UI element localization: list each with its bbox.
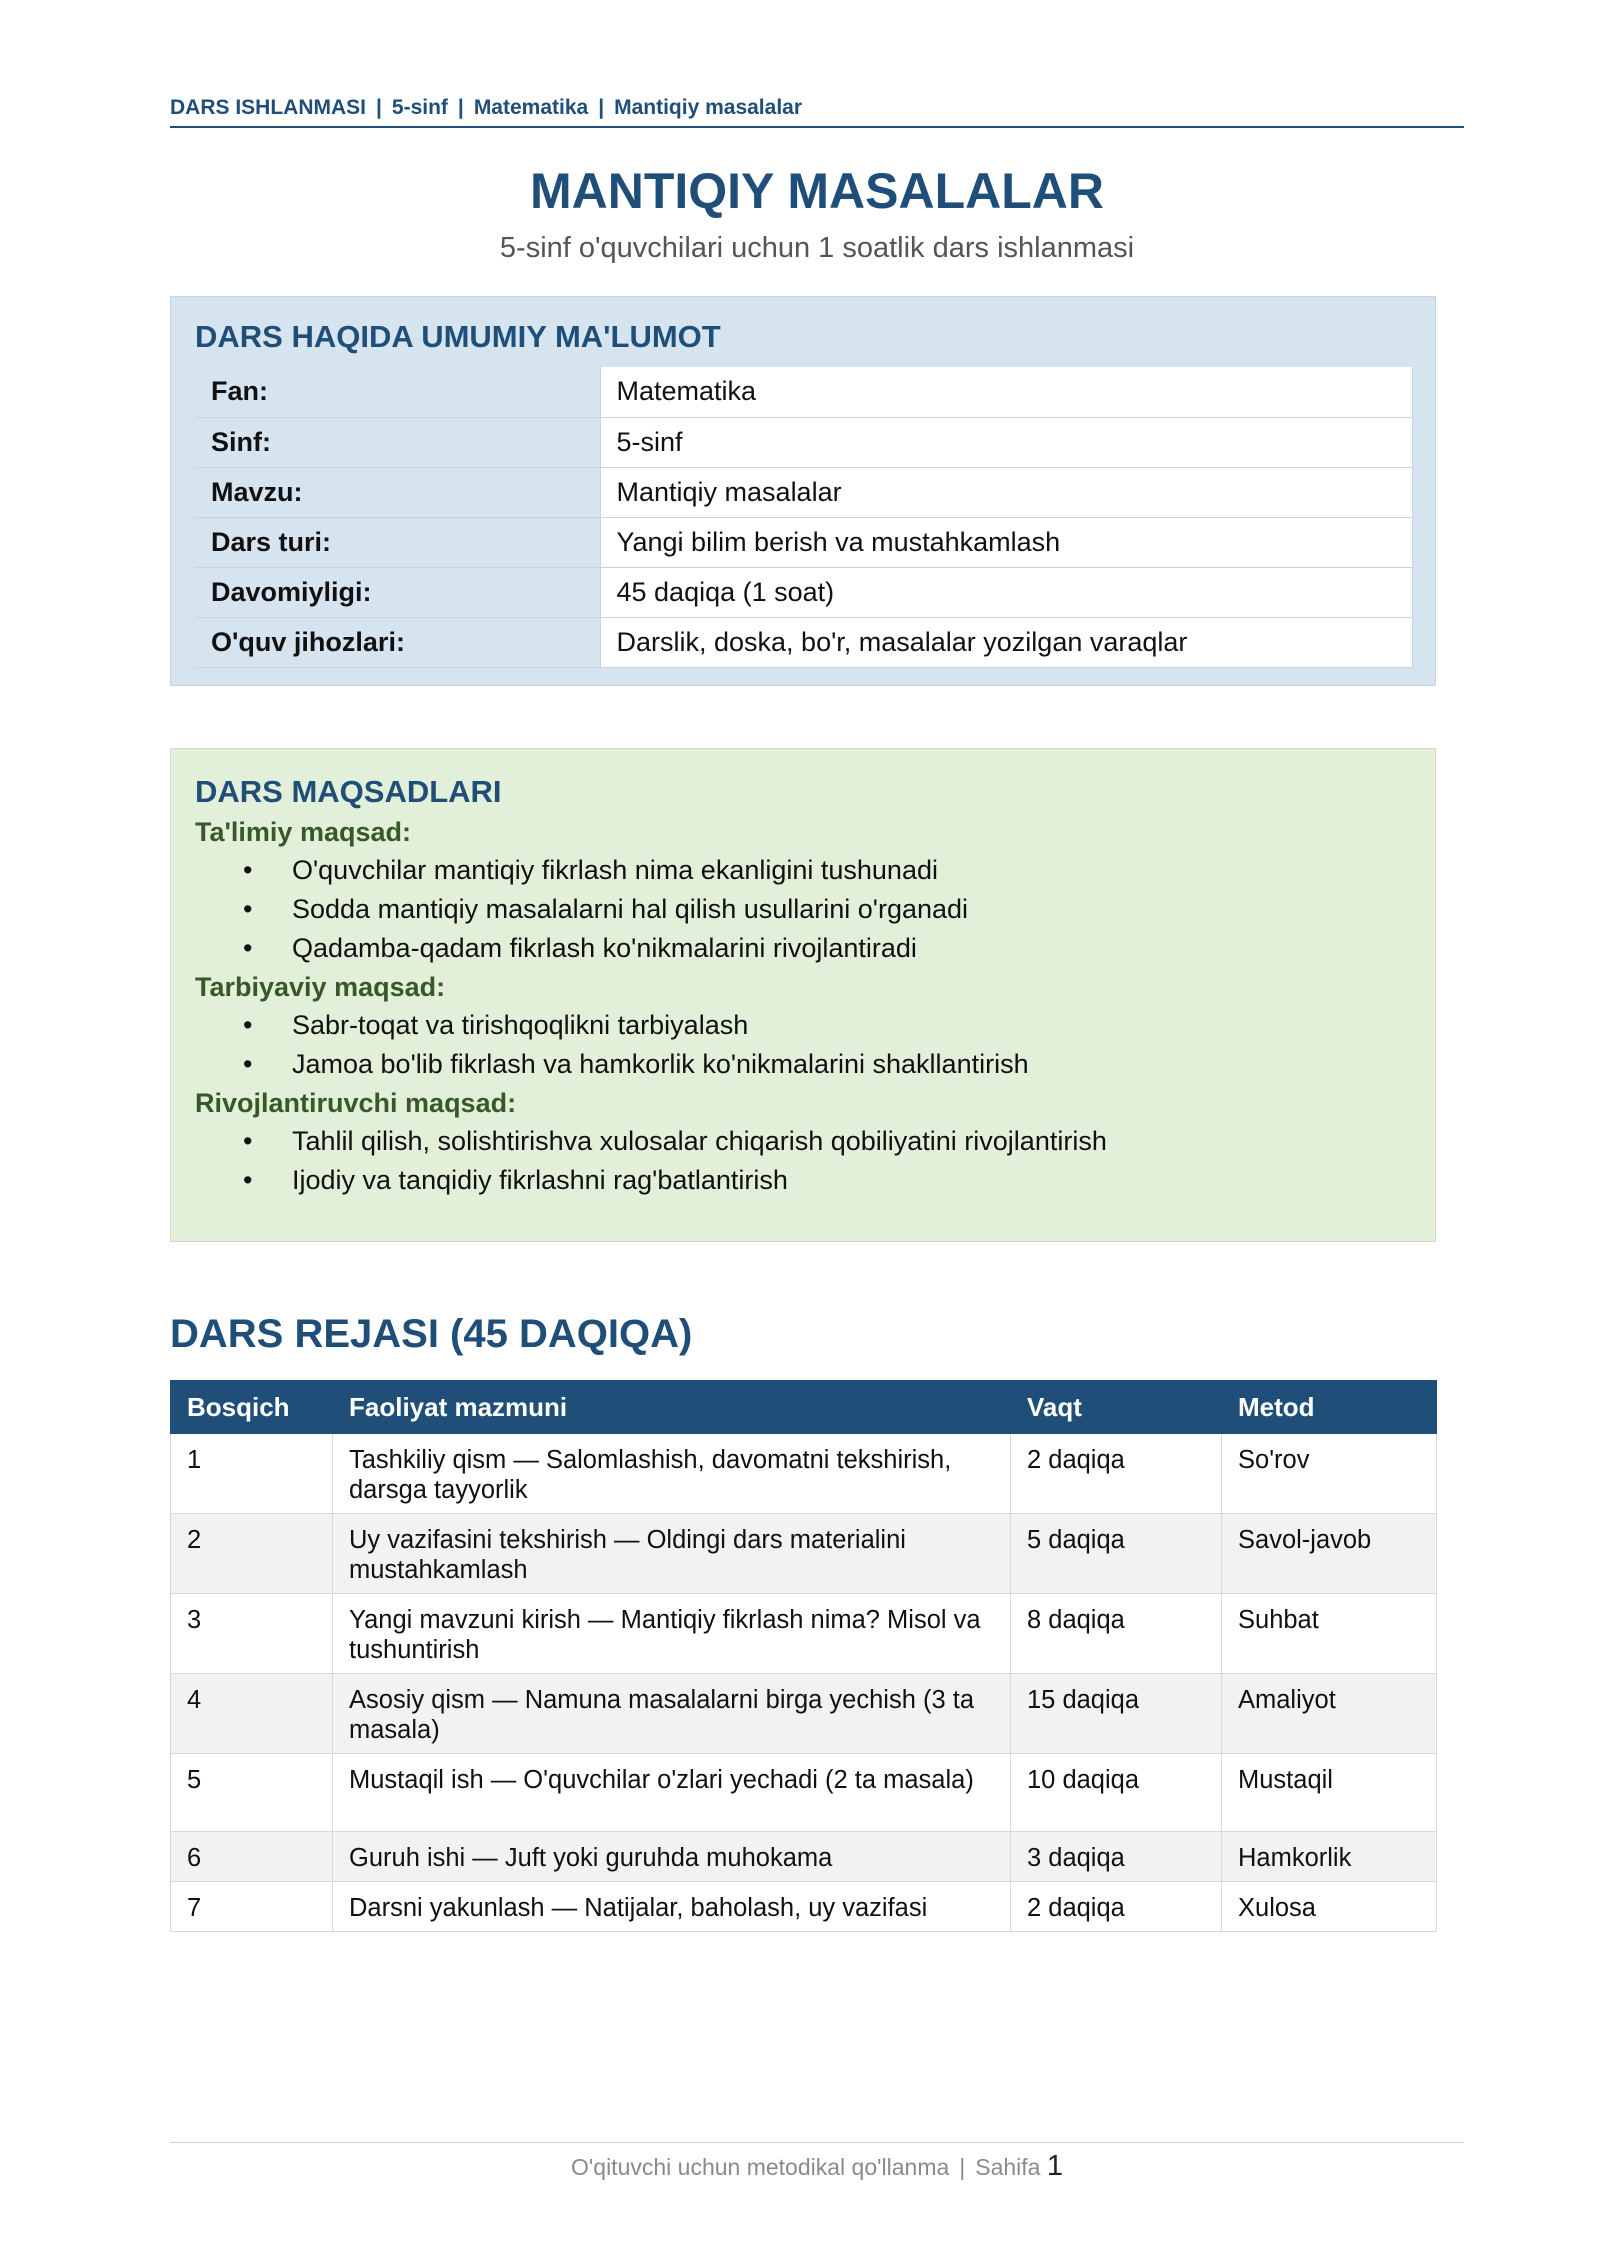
bullet-icon: • — [243, 855, 253, 885]
goal-item — [195, 929, 1411, 968]
goal-item — [195, 851, 1411, 890]
footer-page-label: Sahifa — [975, 2154, 1041, 2180]
table-row — [171, 1434, 1437, 1514]
activity-cell: Tashkiliy qism — Salomlashish, davomatni tekshirish, darsga tayyorlik — [333, 1434, 1011, 1514]
header-separator: | — [598, 96, 605, 119]
step-cell: 7 — [171, 1882, 333, 1932]
table-row — [171, 1832, 1437, 1882]
bullet-icon: • — [243, 933, 253, 963]
bullet-icon: • — [243, 1126, 253, 1156]
page-number: 1 — [1046, 2150, 1063, 2182]
bullet-icon: • — [243, 1049, 253, 1079]
method-cell: Savol-javob — [1222, 1514, 1437, 1594]
goal-item — [195, 1161, 1411, 1200]
time-cell: 2 daqiqa — [1011, 1882, 1222, 1932]
info-row — [195, 517, 1413, 567]
goal-heading-developmental: Rivojlantiruvchi maqsad: — [195, 1088, 517, 1118]
bullet-icon: • — [243, 1010, 253, 1040]
method-cell: Xulosa — [1222, 1882, 1437, 1932]
lesson-plan-table — [170, 1380, 1437, 1932]
info-value: Yangi bilim berish va mustahkamlash — [600, 517, 1413, 567]
footer-text: O'qituvchi uchun metodikal qo'llanma — [571, 2154, 950, 2180]
method-cell: Suhbat — [1222, 1594, 1437, 1674]
step-cell: 6 — [171, 1832, 333, 1882]
goal-text: Ijodiy va tanqidiy fikrlashni rag'batlantirish — [292, 1165, 788, 1195]
activity-cell: Guruh ishi — Juft yoki guruhda muhokama — [333, 1832, 1011, 1882]
info-key: Dars turi: — [195, 517, 600, 567]
table-header-row — [171, 1381, 1437, 1434]
goal-item — [195, 1006, 1411, 1045]
method-cell: Amaliyot — [1222, 1674, 1437, 1754]
table-row — [171, 1882, 1437, 1932]
info-key: Mavzu: — [195, 467, 600, 517]
info-table — [195, 367, 1413, 668]
step-cell: 5 — [171, 1754, 333, 1832]
goal-text: Sodda mantiqiy masalalarni hal qilish usullarini o'rganadi — [292, 894, 969, 924]
page-footer — [170, 2150, 1464, 2183]
time-cell: 15 daqiqa — [1011, 1674, 1222, 1754]
goal-heading-upbringing: Tarbiyaviy maqsad: — [195, 972, 446, 1002]
info-key: Sinf: — [195, 417, 600, 467]
step-cell: 1 — [171, 1434, 333, 1514]
goal-list-educational — [195, 851, 1411, 968]
method-cell: So'rov — [1222, 1434, 1437, 1514]
info-row — [195, 467, 1413, 517]
info-row — [195, 367, 1413, 417]
goal-list-upbringing — [195, 1006, 1411, 1084]
running-header — [170, 96, 1464, 128]
activity-cell: Uy vazifasini tekshirish — Oldingi dars materialini mustahkamlash — [333, 1514, 1011, 1594]
info-value: 5-sinf — [600, 417, 1413, 467]
bullet-icon: • — [243, 1165, 253, 1195]
time-cell: 5 daqiqa — [1011, 1514, 1222, 1594]
goal-item — [195, 890, 1411, 929]
header-doc-type: DARS ISHLANMASI — [170, 96, 367, 119]
header-separator: | — [376, 96, 382, 119]
time-cell: 3 daqiqa — [1011, 1832, 1222, 1882]
column-header-activity: Faoliyat mazmuni — [333, 1381, 1011, 1434]
page-title: MANTIQIY MASALALAR — [529, 163, 1105, 219]
info-value: Matematika — [600, 367, 1413, 417]
info-value: 45 daqiqa (1 soat) — [600, 567, 1413, 617]
page-subtitle: 5-sinf o'quvchilari uchun 1 soatlik dars ishlanmasi — [499, 232, 1135, 264]
info-row — [195, 417, 1413, 467]
goal-text: Tahlil qilish, solishtirishva xulosalar chiqarish qobiliyatini rivojlantirish — [292, 1126, 1107, 1156]
activity-cell: Asosiy qism — Namuna masalalarni birga yechish (3 ta masala) — [333, 1674, 1011, 1754]
column-header-time: Vaqt — [1011, 1381, 1222, 1434]
footer-separator: | — [959, 2154, 966, 2180]
time-cell: 2 daqiqa — [1011, 1434, 1222, 1514]
activity-cell: Mustaqil ish — O'quvchilar o'zlari yechadi (2 ta masala) — [333, 1754, 1011, 1832]
info-box-title: DARS HAQIDA UMUMIY MA'LUMOT — [195, 319, 721, 354]
time-cell: 10 daqiqa — [1011, 1754, 1222, 1832]
method-cell: Hamkorlik — [1222, 1832, 1437, 1882]
header-topic: Mantiqiy masalalar — [614, 96, 803, 119]
step-cell: 2 — [171, 1514, 333, 1594]
lesson-goals-box — [170, 748, 1436, 1242]
activity-cell: Darsni yakunlash — Natijalar, baholash, uy vazifasi — [333, 1882, 1011, 1932]
header-subject: Matematika — [473, 96, 589, 119]
method-cell: Mustaqil — [1222, 1754, 1437, 1832]
info-row — [195, 567, 1413, 617]
goal-item — [195, 1045, 1411, 1084]
step-cell: 3 — [171, 1594, 333, 1674]
table-row — [171, 1754, 1437, 1832]
goal-list-developmental — [195, 1122, 1411, 1200]
table-row — [171, 1514, 1437, 1594]
bullet-icon: • — [243, 894, 253, 924]
step-cell: 4 — [171, 1674, 333, 1754]
header-grade: 5-sinf — [391, 96, 448, 119]
info-key: Davomiyligi: — [195, 567, 600, 617]
goal-text: O'quvchilar mantiqiy fikrlash nima ekanligini tushunadi — [292, 855, 938, 885]
goal-text: Qadamba-qadam fikrlash ko'nikmalarini rivojlantiradi — [292, 933, 917, 963]
header-separator: | — [457, 96, 464, 119]
info-value: Darslik, doska, bo'r, masalalar yozilgan varaqlar — [600, 617, 1413, 667]
table-row — [171, 1674, 1437, 1754]
footer-divider — [170, 2142, 1464, 2143]
column-header-method: Metod — [1222, 1381, 1437, 1434]
goal-text: Jamoa bo'lib fikrlash va hamkorlik ko'nikmalarini shakllantirish — [292, 1049, 1029, 1079]
column-header-step: Bosqich — [171, 1381, 333, 1434]
info-key: Fan: — [195, 367, 600, 417]
lesson-plan-title: DARS REJASI (45 DAQIQA) — [170, 1312, 693, 1356]
goals-box-title: DARS MAQSADLARI — [195, 774, 502, 809]
info-key: O'quv jihozlari: — [195, 617, 600, 667]
time-cell: 8 daqiqa — [1011, 1594, 1222, 1674]
general-info-box — [170, 296, 1436, 686]
goal-item — [195, 1122, 1411, 1161]
info-row — [195, 617, 1413, 667]
goal-text: Sabr-toqat va tirishqoqlikni tarbiyalash — [292, 1010, 749, 1040]
info-value: Mantiqiy masalalar — [600, 467, 1413, 517]
goal-heading-educational: Ta'limiy maqsad: — [195, 817, 411, 847]
activity-cell: Yangi mavzuni kirish — Mantiqiy fikrlash nima? Misol va tushuntirish — [333, 1594, 1011, 1674]
table-row — [171, 1594, 1437, 1674]
